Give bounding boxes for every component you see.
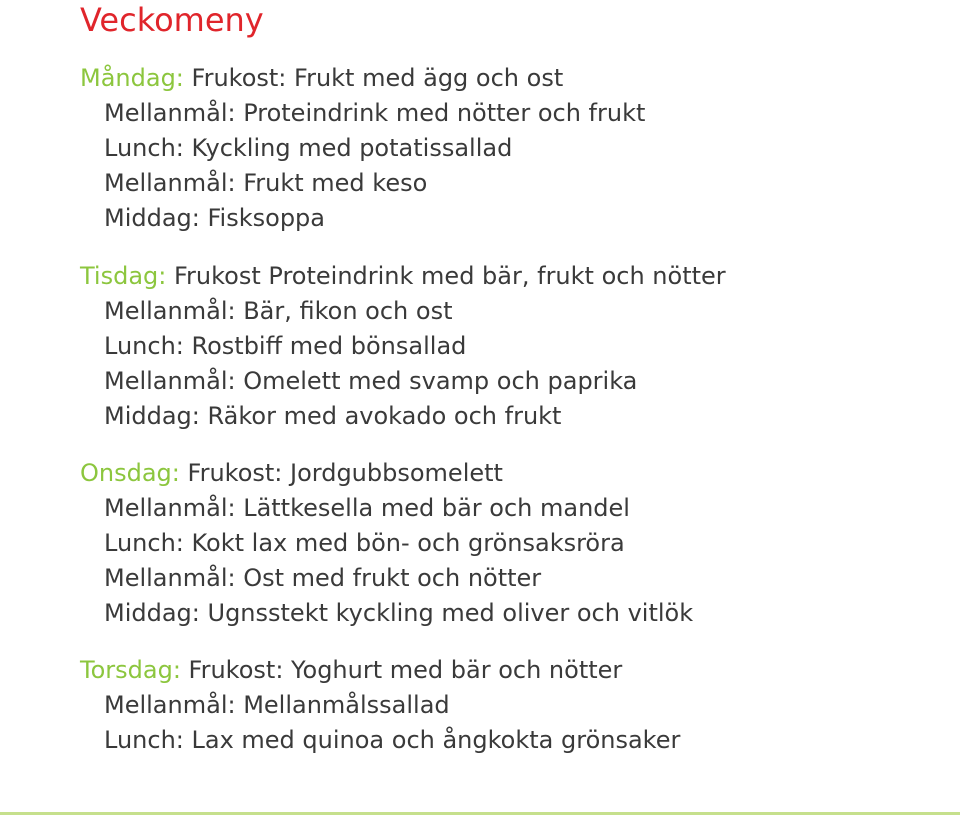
meal-line: Mellanmål: Ost med frukt och nötter [104, 564, 542, 592]
meal-line: Lunch: Lax med quinoa och ångkokta grönsaker [104, 726, 681, 754]
meal-text: Frukost: Jordgubbsomelett [187, 459, 503, 487]
day-block-mandag [80, 61, 940, 236]
day-label: Onsdag: [80, 459, 180, 487]
day-label: Tisdag: [80, 262, 167, 290]
meal-line: Middag: Fisksoppa [104, 204, 325, 232]
page-title: Veckomeny [80, 1, 264, 39]
meal-line: Lunch: Rostbiff med bönsallad [104, 332, 467, 360]
day-first-line [80, 259, 940, 294]
meal-text: Frukost Proteindrink med bär, frukt och nötter [174, 262, 726, 290]
meal-line: Mellanmål: Bär, fikon och ost [104, 297, 453, 325]
meal-line: Mellanmål: Proteindrink med nötter och frukt [104, 99, 646, 127]
day-block-torsdag [80, 653, 940, 758]
day-first-line [80, 61, 940, 96]
bottom-divider [0, 812, 960, 815]
meal-line: Lunch: Kyckling med potatissallad [104, 134, 513, 162]
meal-line: Mellanmål: Omelett med svamp och paprika [104, 367, 638, 395]
meal-line: Lunch: Kokt lax med bön- och grönsaksröra [104, 529, 625, 557]
meal-text: Frukost: Frukt med ägg och ost [191, 64, 564, 92]
day-block-tisdag [80, 259, 940, 434]
day-label: Måndag: [80, 64, 184, 92]
meal-line: Middag: Räkor med avokado och frukt [104, 402, 562, 430]
meal-line: Middag: Ugnsstekt kyckling med oliver och vitlök [104, 599, 694, 627]
meal-text: Frukost: Yoghurt med bär och nötter [188, 656, 623, 684]
day-first-line [80, 456, 940, 491]
meal-line: Mellanmål: Frukt med keso [104, 169, 428, 197]
day-label: Torsdag: [80, 656, 181, 684]
day-first-line [80, 653, 940, 688]
day-block-onsdag [80, 456, 940, 631]
meal-line: Mellanmål: Mellanmålssallad [104, 691, 450, 719]
meal-line: Mellanmål: Lättkesella med bär och mandel [104, 494, 630, 522]
